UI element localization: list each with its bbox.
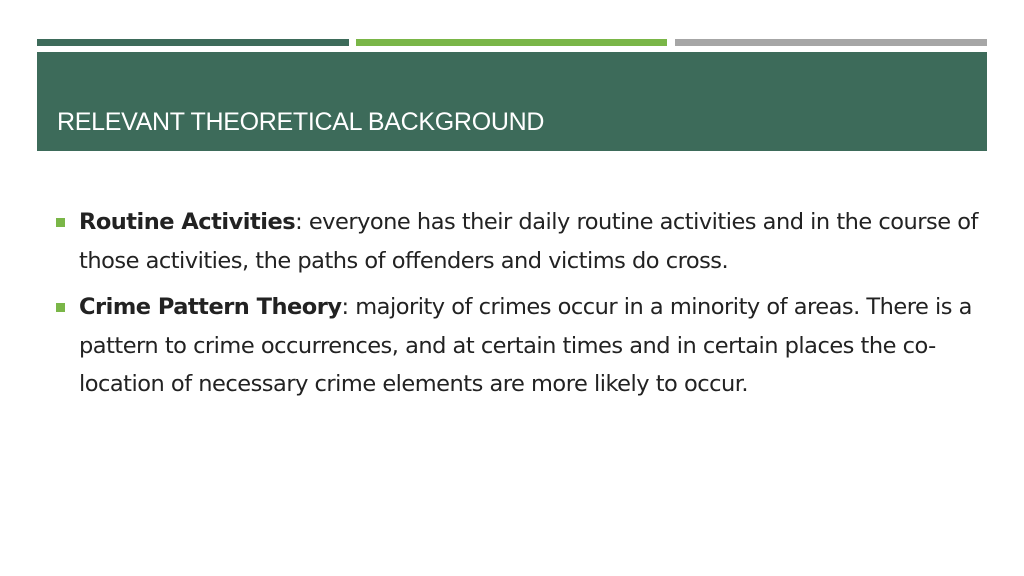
square-bullet-icon xyxy=(56,303,65,312)
bullet-routine-activities xyxy=(52,203,992,280)
title-bar xyxy=(37,52,987,151)
top-stripe-light-green xyxy=(356,39,667,46)
slide-title: RELEVANT THEORETICAL BACKGROUND xyxy=(57,108,545,136)
bullet-crime-pattern-theory xyxy=(52,288,992,404)
bullet-term: Routine Activities xyxy=(79,209,296,235)
square-bullet-icon xyxy=(56,218,65,227)
bullet-list xyxy=(52,203,992,412)
top-stripe-gray xyxy=(675,39,987,46)
top-stripe-dark-green xyxy=(37,39,349,46)
bullet-term: Crime Pattern Theory xyxy=(79,294,342,320)
bullet-text: : everyone has their daily routine activities and in the course of those activities, the paths of offenders and victims do cross. xyxy=(79,209,978,274)
bullet-text: : majority of crimes occur in a minority of areas. There is a pattern to crime occurrences, and at certain times and in certain places the co-location of necessary crime elements are more likely to occur. xyxy=(79,294,972,397)
